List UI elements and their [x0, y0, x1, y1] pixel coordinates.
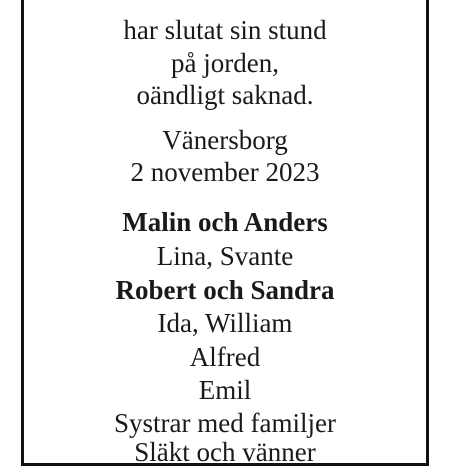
date: 2 november 2023 [130, 157, 320, 187]
verse-line-1: har slutat sin stund [123, 15, 327, 45]
mourner-line-5: Alfred [189, 342, 261, 372]
place: Vänersborg [162, 125, 288, 155]
mourner-line-7: Systrar med familjer [114, 408, 336, 438]
mourner-line-6: Emil [198, 375, 252, 405]
mourner-line-3: Robert och Sandra [115, 275, 335, 305]
verse-line-3: oändligt saknad. [136, 80, 314, 110]
mourner-line-1: Malin och Anders [122, 207, 328, 237]
mourner-line-2: Lina, Svante [156, 241, 294, 271]
verse-line-2: på jorden, [171, 48, 279, 78]
mourner-line-4: Ida, William [157, 308, 293, 338]
mourner-line-8: Släkt och vänner [134, 437, 316, 467]
